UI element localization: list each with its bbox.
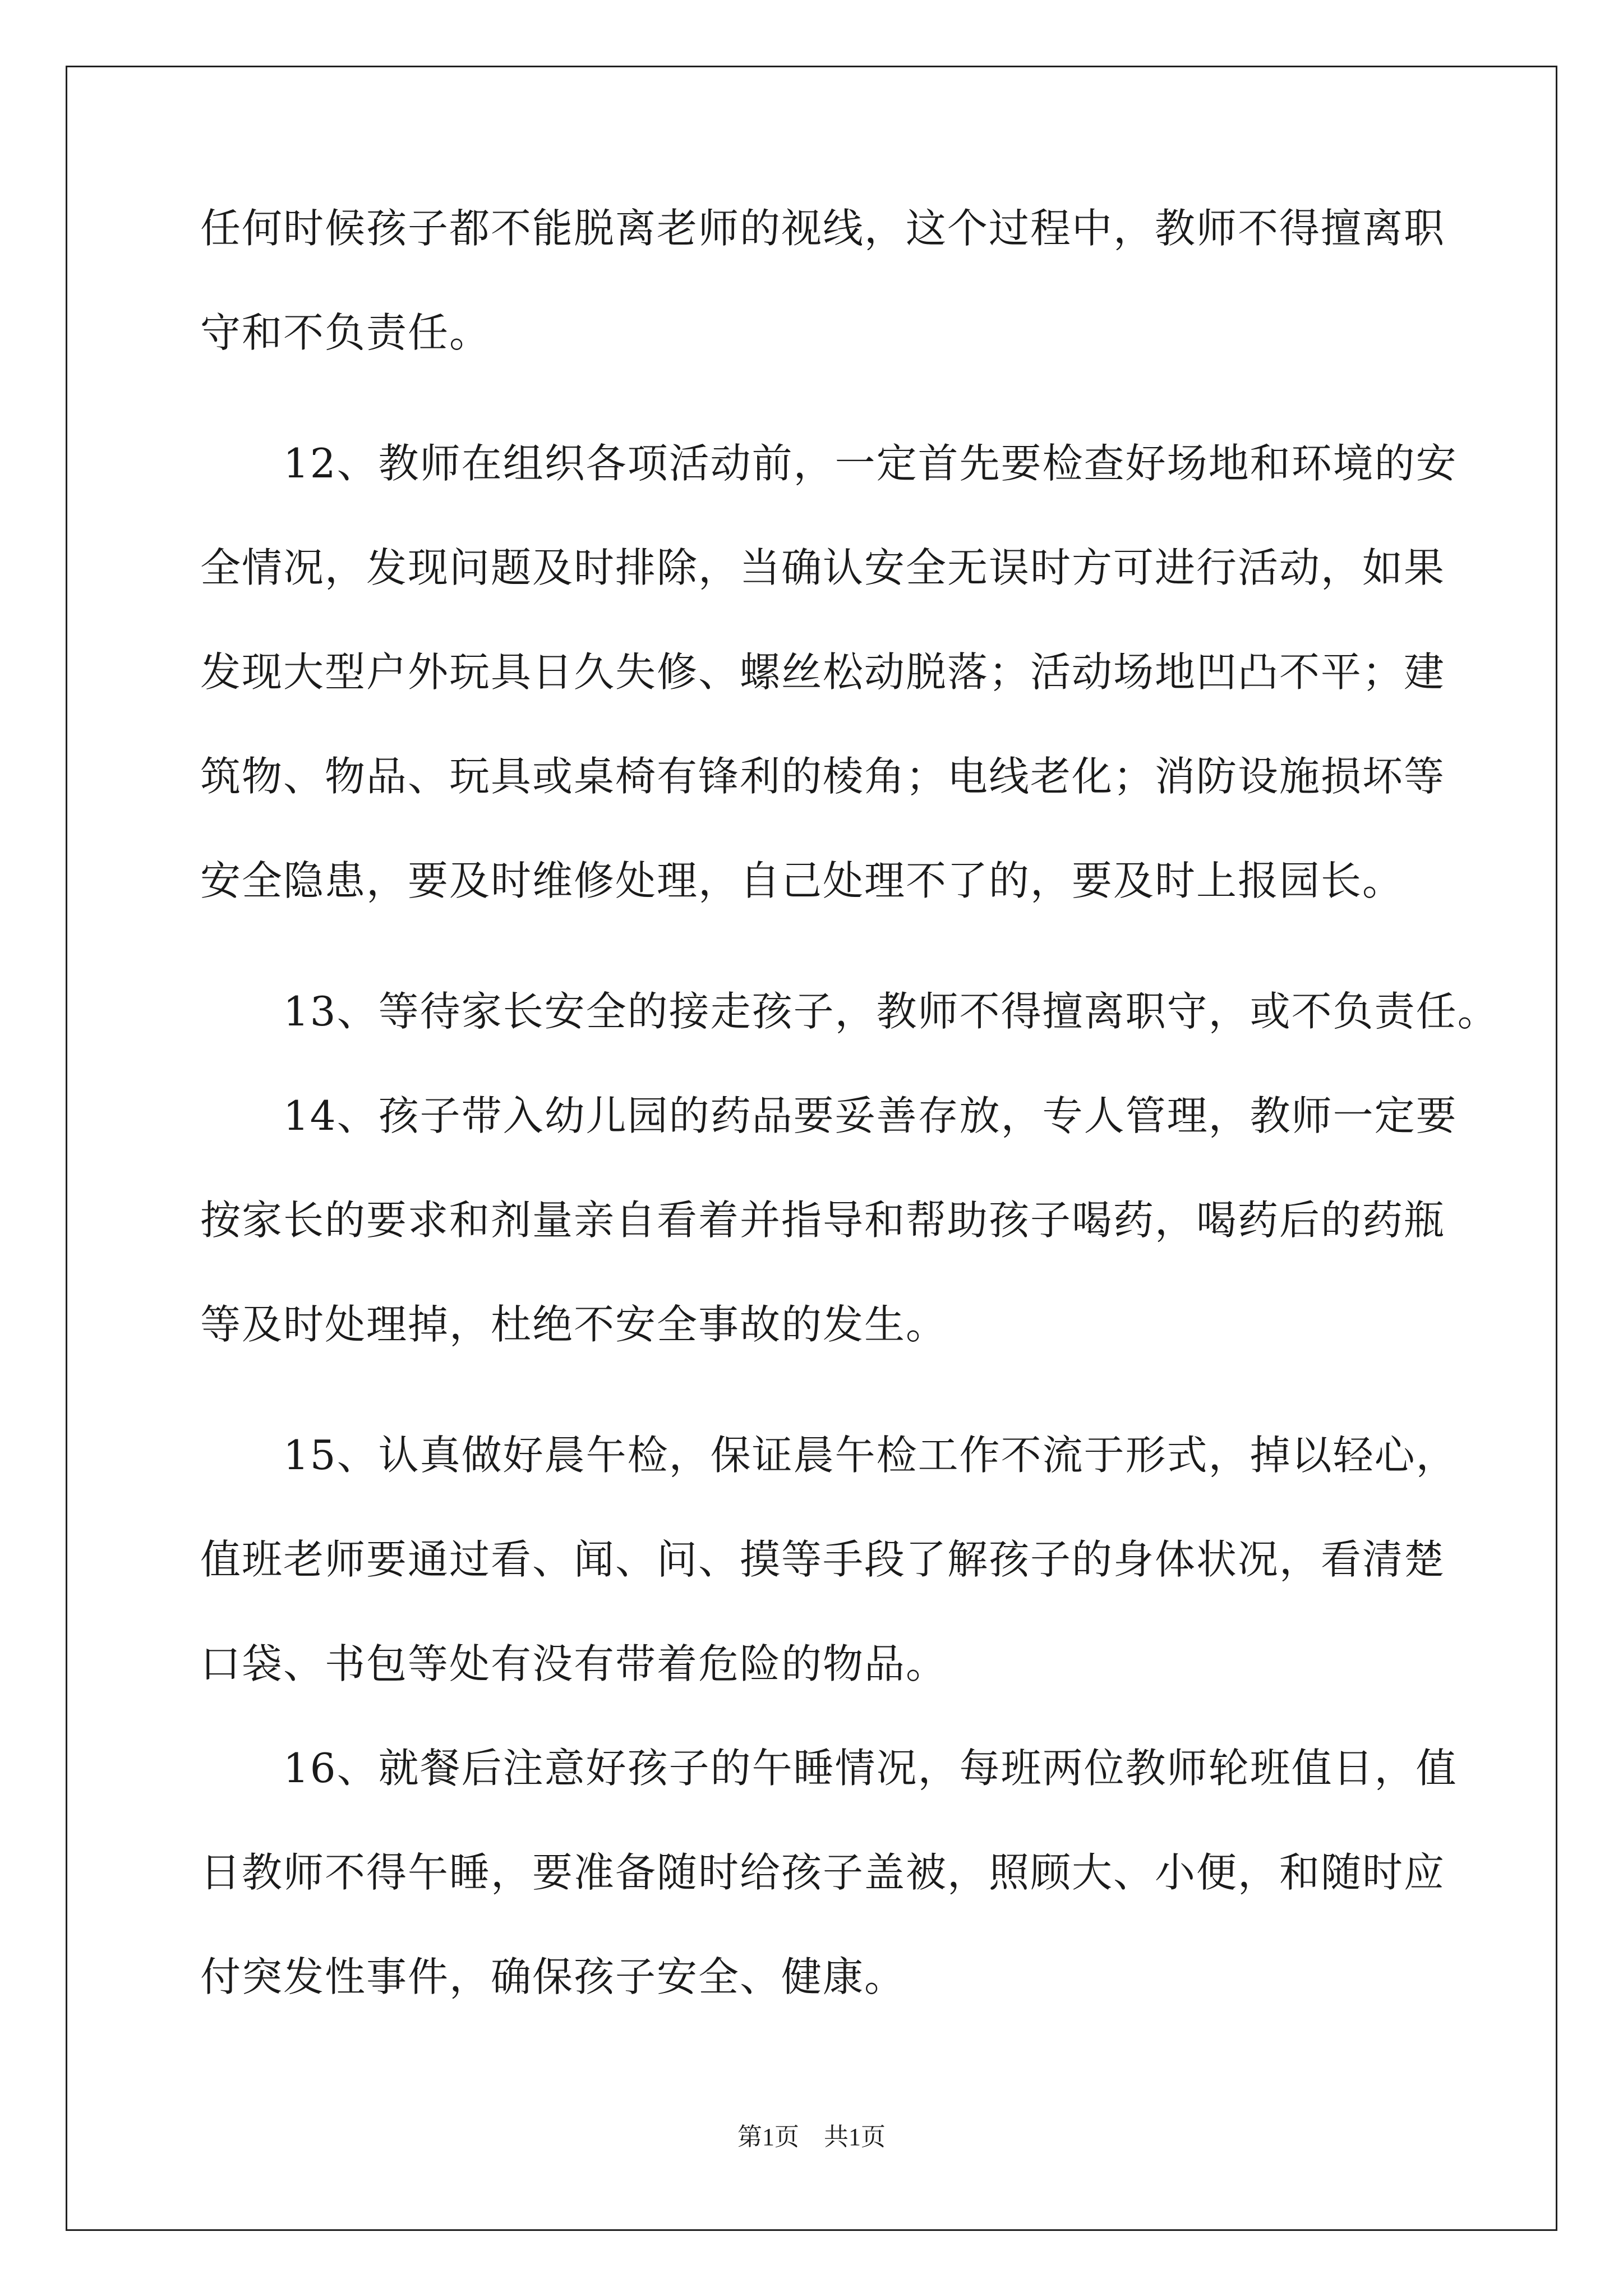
body-line: 任何时候孩子都不能脱离老师的视线，这个过程中，教师不得擅离职	[200, 205, 1446, 252]
body-line: 日教师不得午睡，要准备随时给孩子盖被，照顾大、小便，和随时应	[200, 1849, 1446, 1896]
body-line: 发现大型户外玩具日久失修、螺丝松动脱落；活动场地凹凸不平；建	[200, 648, 1446, 696]
paragraph-12-line: 12、教师在组织各项活动前，一定首先要检查好场地和环境的安	[200, 440, 1458, 487]
body-line: 全情况，发现问题及时排除，当确认安全无误时方可进行活动，如果	[200, 544, 1446, 591]
paragraph-14-line: 14、孩子带入幼儿园的药品要妥善存放，专人管理，教师一定要	[200, 1092, 1458, 1139]
body-line: 安全隐患，要及时维修处理，自己处理不了的，要及时上报园长。	[200, 857, 1404, 904]
body-line: 守和不负责任。	[200, 309, 491, 356]
body-line: 筑物、物品、玩具或桌椅有锋利的棱角；电线老化；消防设施损坏等	[200, 753, 1446, 800]
paragraph-15-line: 15、认真做好晨午检，保证晨午检工作不流于形式，掉以轻心，	[200, 1432, 1458, 1479]
body-line: 口袋、书包等处有没有带着危险的物品。	[200, 1640, 948, 1687]
page-number-footer: 第1页 共1页	[737, 2123, 886, 2151]
body-line: 按家长的要求和剂量亲自看着并指导和帮助孩子喝药，喝药后的药瓶	[200, 1197, 1446, 1244]
body-line: 值班老师要通过看、闻、问、摸等手段了解孩子的身体状况，看清楚	[200, 1536, 1446, 1583]
body-line: 付突发性事件，确保孩子安全、健康。	[200, 1953, 906, 2000]
page-border	[66, 66, 1557, 2231]
paragraph-16-line: 16、就餐后注意好孩子的午睡情况，每班两位教师轮班值日，值	[200, 1745, 1458, 1792]
paragraph-13-line: 13、等待家长安全的接走孩子，教师不得擅离职守，或不负责任。	[200, 988, 1499, 1035]
body-line: 等及时处理掉，杜绝不安全事故的发生。	[200, 1301, 948, 1348]
